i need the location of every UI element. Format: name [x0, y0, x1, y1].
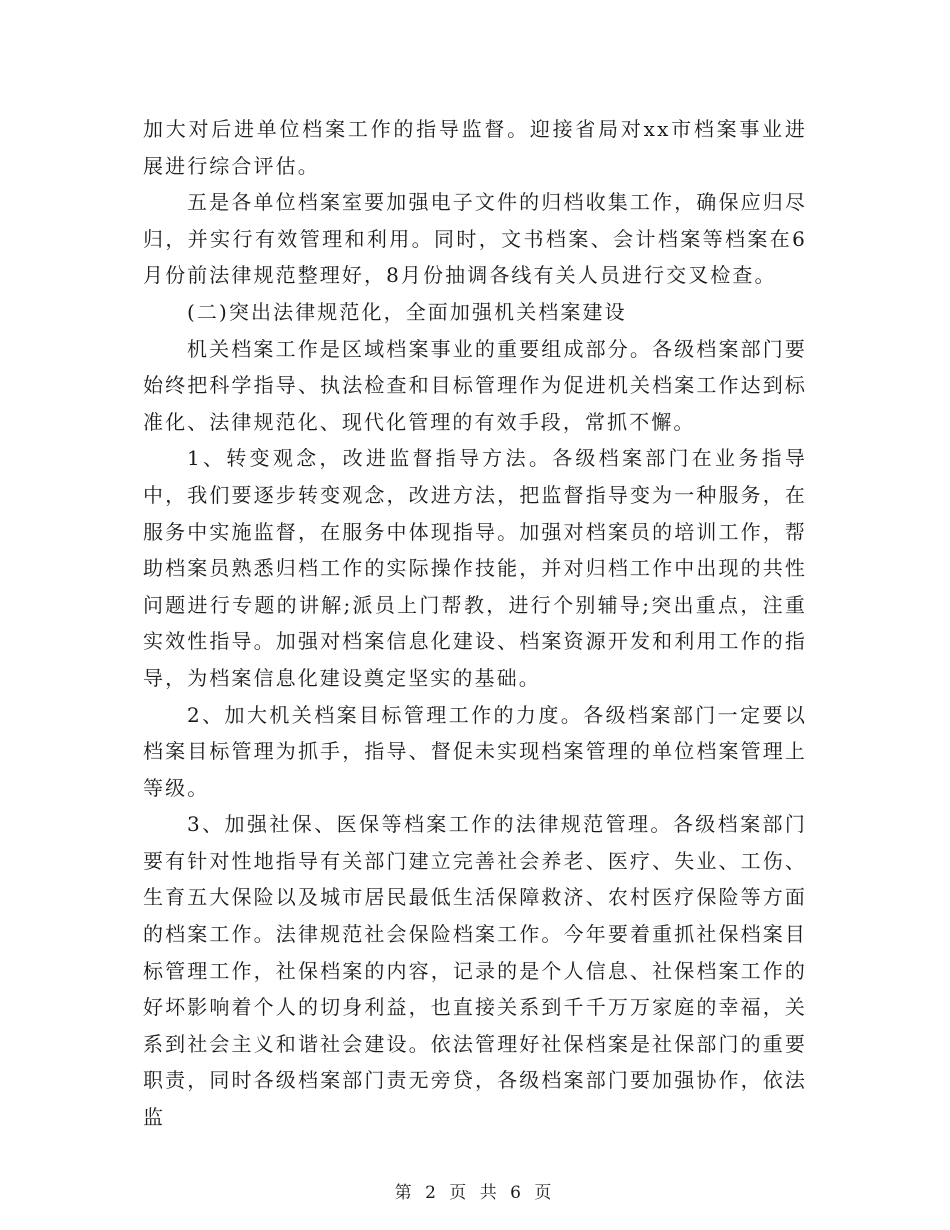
paragraph-electronic-filing: 五是各单位档案室要加强电子文件的归档收集工作，确保应归尽归，并实行有效管理和利用。同时，文书档案、会计档案等档案在6月份前法律规范整理好，8月份抽调各线有关人员进行交叉检查。 — [143, 190, 807, 288]
page-number-footer: 第 2 页 共 6 页 — [394, 1183, 556, 1203]
section-heading: (二)突出法律规范化，全面加强机关档案建设 — [187, 299, 627, 324]
paragraph-item-3: 3、加强社保、医保等档案工作的法律规范管理。各级档案部门要有针对性地指导有关部门建立完善社会养老、医疗、失业、工伤、生育五大保险以及城市居民最低生活保障救济、农村医疗保险等方面的档案工作。法律规范社会保险档案工作。今年要着重抓社保档案目标管理工作，社保档案的内容，记录的是个人信息、社保档案工作的好坏影响着个人的切身利益，也直接关系到千千万万家庭的幸福，关系到社会主义和谐社会建设。依法管理好社保档案是社保部门的重要职责，同时各级档案部门责无旁贷，各级档案部门要加强协作，依法监 — [143, 812, 807, 1130]
document-body — [143, 111, 807, 1136]
paragraph-continued: 加大对后进单位档案工作的指导监督。迎接省局对xx市档案事业进展进行综合评估。 — [143, 117, 807, 178]
paragraph-item-2: 2、加大机关档案目标管理工作的力度。各级档案部门一定要以档案目标管理为抓手，指导、督促未实现档案管理的单位档案管理上等级。 — [143, 702, 807, 800]
paragraph-agency-archives: 机关档案工作是区域档案事业的重要组成部分。各级档案部门要始终把科学指导、执法检查和目标管理作为促进机关档案工作达到标准化、法律规范化、现代化管理的有效手段，常抓不懈。 — [143, 336, 807, 434]
paragraph-item-1: 1、转变观念，改进监督指导方法。各级档案部门在业务指导中，我们要逐步转变观念，改进方法，把监督指导变为一种服务，在服务中实施监督，在服务中体现指导。加强对档案员的培训工作，帮助档案员熟悉归档工作的实际操作技能，并对归档工作中出现的共性问题进行专题的讲解;派员上门帮教，进行个别辅导;突出重点，注重实效性指导。加强对档案信息化建设、档案资源开发和利用工作的指导，为档案信息化建设奠定坚实的基础。 — [143, 446, 807, 690]
